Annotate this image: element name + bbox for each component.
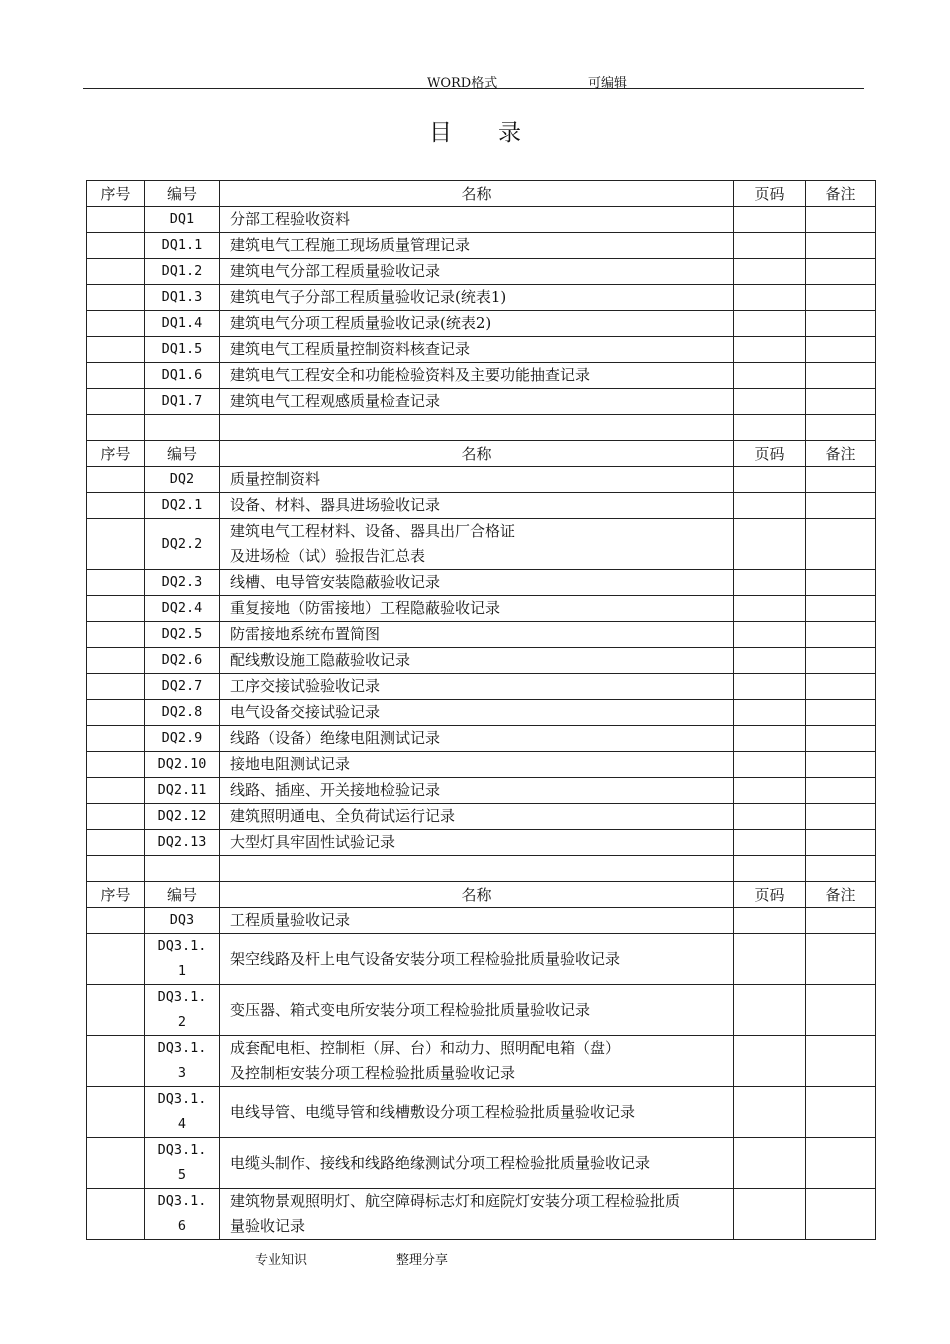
table-row <box>87 389 876 415</box>
code-cell <box>145 337 220 363</box>
code-cell <box>145 311 220 337</box>
code-cell <box>145 778 220 804</box>
name-line: 配线敷设施工隐蔽验收记录 <box>230 651 411 669</box>
page-cell <box>734 726 806 752</box>
table-row <box>87 596 876 622</box>
code-cell <box>145 648 220 674</box>
name-cell <box>220 363 734 389</box>
name-line: 变压器、箱式变电所安装分项工程检验批质量验收记录 <box>230 1000 591 1019</box>
name-header: 名称 <box>220 441 734 467</box>
note-cell <box>806 415 876 441</box>
code-cell <box>145 1036 220 1087</box>
name-line: 质量控制资料 <box>230 470 321 488</box>
code-line: DQ1.7 <box>161 393 203 409</box>
note-cell <box>806 1087 876 1138</box>
table-header-row <box>87 441 876 467</box>
blank-row <box>87 415 876 441</box>
name-header: 名称 <box>220 181 734 207</box>
page-cell <box>734 233 806 259</box>
seq-cell <box>87 1087 145 1138</box>
code-line: DQ3.1. <box>157 1142 207 1158</box>
note-cell <box>806 1036 876 1087</box>
name-cell <box>220 778 734 804</box>
name-line: 设备、材料、器具进场验收记录 <box>230 496 441 514</box>
table-row <box>87 207 876 233</box>
name-line: 线槽、电导管安装隐蔽验收记录 <box>230 573 441 591</box>
page-cell <box>734 415 806 441</box>
note-cell <box>806 1138 876 1189</box>
page-cell <box>734 934 806 985</box>
code-line: DQ2.2 <box>161 535 203 552</box>
name-line: 建筑电气分项工程质量验收记录(统表2) <box>230 314 492 332</box>
footer-right-label: 整理分享 <box>396 1253 449 1268</box>
page-cell <box>734 1138 806 1189</box>
note-cell <box>806 519 876 570</box>
code-line: DQ2 <box>169 471 195 487</box>
note-cell <box>806 700 876 726</box>
note-cell <box>806 596 876 622</box>
code-line: DQ2.8 <box>161 704 203 720</box>
code-line: DQ2.9 <box>161 730 203 746</box>
code-header: 编号 <box>145 441 220 467</box>
code-cell <box>145 700 220 726</box>
code-cell <box>145 804 220 830</box>
page-cell <box>734 830 806 856</box>
seq-cell <box>87 1138 145 1189</box>
name-cell <box>220 207 734 233</box>
name-cell <box>220 1189 734 1240</box>
code-line: DQ3.1. <box>157 938 207 954</box>
note-cell <box>806 233 876 259</box>
code-cell <box>145 259 220 285</box>
name-cell <box>220 830 734 856</box>
page-cell <box>734 570 806 596</box>
note-cell <box>806 752 876 778</box>
code-cell <box>145 363 220 389</box>
seq-cell <box>87 259 145 285</box>
page-cell <box>734 908 806 934</box>
name-line: 线路、插座、开关接地检验记录 <box>230 781 441 799</box>
code-line: DQ1 <box>169 211 195 227</box>
name-cell <box>220 674 734 700</box>
table-row <box>87 1087 876 1138</box>
name-line: 建筑照明通电、全负荷试运行记录 <box>230 807 456 825</box>
seq-cell <box>87 726 145 752</box>
name-cell <box>220 622 734 648</box>
seq-cell <box>87 207 145 233</box>
code-cell <box>145 622 220 648</box>
code-line: DQ1.3 <box>161 289 203 305</box>
name-line: 建筑电气工程材料、设备、器具出厂合格证 <box>230 522 516 540</box>
name-line: 建筑电气子分部工程质量验收记录(统表1) <box>230 288 507 306</box>
page-cell <box>734 493 806 519</box>
seq-cell <box>87 570 145 596</box>
seq-header: 序号 <box>87 181 145 207</box>
table-row <box>87 830 876 856</box>
code-line: DQ3 <box>169 912 195 928</box>
code-cell <box>145 493 220 519</box>
name-cell <box>220 1036 734 1087</box>
note-cell <box>806 648 876 674</box>
name-cell <box>220 285 734 311</box>
seq-cell <box>87 700 145 726</box>
name-line: 建筑电气工程安全和功能检验资料及主要功能抽查记录 <box>230 366 591 384</box>
page-cell <box>734 519 806 570</box>
name-cell <box>220 856 734 882</box>
table-row <box>87 285 876 311</box>
page-cell <box>734 648 806 674</box>
code-cell <box>145 674 220 700</box>
code-line: DQ1.4 <box>161 315 203 331</box>
code-line: DQ1.1 <box>161 237 203 253</box>
name-cell <box>220 726 734 752</box>
page-header: 页码 <box>734 441 806 467</box>
page-cell <box>734 311 806 337</box>
code-line: 1 <box>177 963 187 979</box>
name-cell <box>220 700 734 726</box>
page-cell <box>734 804 806 830</box>
name-line: 防雷接地系统布置简图 <box>230 625 381 643</box>
name-cell <box>220 389 734 415</box>
name-line: 建筑电气工程施工现场质量管理记录 <box>230 236 471 254</box>
name-cell <box>220 804 734 830</box>
code-line: DQ2.6 <box>161 652 203 668</box>
name-header: 名称 <box>220 882 734 908</box>
note-cell <box>806 363 876 389</box>
table-row <box>87 519 876 570</box>
code-line: 4 <box>177 1116 187 1132</box>
table-row <box>87 259 876 285</box>
note-header: 备注 <box>806 441 876 467</box>
seq-cell <box>87 778 145 804</box>
page-header: 页码 <box>734 882 806 908</box>
code-cell <box>145 856 220 882</box>
note-cell <box>806 389 876 415</box>
page-cell <box>734 389 806 415</box>
page-cell <box>734 467 806 493</box>
code-cell <box>145 752 220 778</box>
code-line: DQ1.6 <box>161 367 203 383</box>
table-row <box>87 570 876 596</box>
name-cell <box>220 415 734 441</box>
code-line: DQ2.3 <box>161 574 203 590</box>
note-cell <box>806 570 876 596</box>
table-row <box>87 648 876 674</box>
code-line: 6 <box>177 1218 187 1234</box>
code-cell <box>145 908 220 934</box>
code-line: 2 <box>177 1014 187 1030</box>
seq-cell <box>87 311 145 337</box>
name-cell <box>220 1138 734 1189</box>
header-format-label: WORD格式 <box>427 76 498 91</box>
page-cell <box>734 596 806 622</box>
page-cell <box>734 622 806 648</box>
name-cell <box>220 233 734 259</box>
table-row <box>87 908 876 934</box>
page-cell <box>734 259 806 285</box>
page-cell <box>734 856 806 882</box>
table-row <box>87 778 876 804</box>
name-cell <box>220 1087 734 1138</box>
seq-cell <box>87 493 145 519</box>
table-row <box>87 467 876 493</box>
table-row <box>87 233 876 259</box>
code-cell <box>145 389 220 415</box>
code-line: DQ3.1. <box>157 1040 207 1056</box>
name-line: 电气设备交接试验记录 <box>230 703 381 721</box>
page-cell <box>734 1087 806 1138</box>
note-cell <box>806 726 876 752</box>
code-line: DQ1.5 <box>161 341 203 357</box>
name-cell <box>220 908 734 934</box>
note-cell <box>806 908 876 934</box>
page-cell <box>734 207 806 233</box>
note-cell <box>806 778 876 804</box>
seq-cell <box>87 467 145 493</box>
name-cell <box>220 493 734 519</box>
name-cell <box>220 570 734 596</box>
page-cell <box>734 700 806 726</box>
code-line: 3 <box>177 1065 187 1081</box>
code-line: DQ2.13 <box>157 834 207 850</box>
name-line: 量验收记录 <box>230 1217 306 1235</box>
name-line: 线路（设备）绝缘电阻测试记录 <box>230 729 441 747</box>
page-cell <box>734 285 806 311</box>
code-line: DQ2.5 <box>161 626 203 642</box>
name-cell <box>220 934 734 985</box>
code-line: DQ2.11 <box>157 782 207 798</box>
note-cell <box>806 622 876 648</box>
name-line: 及控制柜安装分项工程检验批质量验收记录 <box>230 1064 516 1082</box>
code-cell <box>145 285 220 311</box>
note-cell <box>806 493 876 519</box>
code-line: DQ2.4 <box>161 600 203 616</box>
name-cell <box>220 596 734 622</box>
note-header: 备注 <box>806 882 876 908</box>
table-header-row <box>87 882 876 908</box>
note-cell <box>806 311 876 337</box>
code-line: DQ1.2 <box>161 263 203 279</box>
page-cell <box>734 363 806 389</box>
code-cell <box>145 519 220 570</box>
table-row <box>87 804 876 830</box>
seq-cell <box>87 804 145 830</box>
name-line: 建筑电气分部工程质量验收记录 <box>230 262 441 280</box>
table-row <box>87 363 876 389</box>
footer-left-label: 专业知识 <box>255 1253 308 1268</box>
toc-table <box>86 180 876 1240</box>
table-row <box>87 674 876 700</box>
seq-cell <box>87 596 145 622</box>
blank-row <box>87 856 876 882</box>
code-line: DQ2.10 <box>157 756 207 772</box>
name-line: 建筑物景观照明灯、航空障碍标志灯和庭院灯安装分项工程检验批质 <box>230 1192 681 1210</box>
seq-cell <box>87 985 145 1036</box>
page-cell <box>734 752 806 778</box>
note-cell <box>806 1189 876 1240</box>
seq-cell <box>87 285 145 311</box>
note-cell <box>806 207 876 233</box>
note-cell <box>806 934 876 985</box>
name-cell <box>220 311 734 337</box>
table-row <box>87 1036 876 1087</box>
code-line: DQ3.1. <box>157 989 207 1005</box>
code-line: DQ3.1. <box>157 1193 207 1209</box>
seq-cell <box>87 337 145 363</box>
name-line: 重复接地（防雷接地）工程隐蔽验收记录 <box>230 599 501 617</box>
name-line: 电缆头制作、接线和线路绝缘测试分项工程检验批质量验收记录 <box>230 1153 651 1172</box>
code-cell <box>145 985 220 1036</box>
code-line: DQ3.1. <box>157 1091 207 1107</box>
name-line: 分部工程验收资料 <box>230 210 351 228</box>
note-cell <box>806 259 876 285</box>
code-cell <box>145 1189 220 1240</box>
name-cell <box>220 985 734 1036</box>
page-title: 目录 <box>429 120 567 146</box>
table-header-row <box>87 181 876 207</box>
name-line: 建筑电气工程质量控制资料核查记录 <box>230 340 471 358</box>
seq-cell <box>87 233 145 259</box>
code-line: DQ2.7 <box>161 678 203 694</box>
code-cell <box>145 596 220 622</box>
seq-cell <box>87 830 145 856</box>
table-row <box>87 337 876 363</box>
name-line: 架空线路及杆上电气设备安装分项工程检验批质量验收记录 <box>230 949 621 968</box>
table-row <box>87 752 876 778</box>
code-cell <box>145 467 220 493</box>
code-header: 编号 <box>145 181 220 207</box>
seq-cell <box>87 934 145 985</box>
seq-cell <box>87 1036 145 1087</box>
table-row <box>87 1138 876 1189</box>
name-cell <box>220 259 734 285</box>
toc-body <box>87 181 876 1240</box>
note-cell <box>806 856 876 882</box>
name-line: 接地电阻测试记录 <box>230 755 351 773</box>
name-cell <box>220 337 734 363</box>
seq-cell <box>87 648 145 674</box>
page-cell <box>734 778 806 804</box>
note-cell <box>806 830 876 856</box>
table-row <box>87 1189 876 1240</box>
page-cell <box>734 1189 806 1240</box>
code-cell <box>145 830 220 856</box>
table-row <box>87 985 876 1036</box>
table-row <box>87 934 876 985</box>
note-cell <box>806 467 876 493</box>
page-cell <box>734 674 806 700</box>
seq-header: 序号 <box>87 882 145 908</box>
code-line: 5 <box>177 1167 187 1183</box>
code-cell <box>145 1087 220 1138</box>
note-cell <box>806 674 876 700</box>
seq-cell <box>87 674 145 700</box>
seq-cell <box>87 389 145 415</box>
table-row <box>87 311 876 337</box>
code-line: DQ2.12 <box>157 808 207 824</box>
code-cell <box>145 1138 220 1189</box>
page-cell <box>734 1036 806 1087</box>
code-cell <box>145 934 220 985</box>
table-row <box>87 726 876 752</box>
seq-cell <box>87 908 145 934</box>
code-cell <box>145 207 220 233</box>
seq-cell <box>87 1189 145 1240</box>
name-cell <box>220 467 734 493</box>
table-row <box>87 622 876 648</box>
page-header: 页码 <box>734 181 806 207</box>
name-cell <box>220 752 734 778</box>
note-header: 备注 <box>806 181 876 207</box>
page-cell <box>734 337 806 363</box>
code-cell <box>145 726 220 752</box>
seq-header: 序号 <box>87 441 145 467</box>
code-line: DQ2.1 <box>161 497 203 513</box>
seq-cell <box>87 363 145 389</box>
name-cell <box>220 519 734 570</box>
note-cell <box>806 285 876 311</box>
note-cell <box>806 337 876 363</box>
name-line: 工程质量验收记录 <box>230 911 351 929</box>
name-line: 大型灯具牢固性试验记录 <box>230 833 396 851</box>
page-cell <box>734 985 806 1036</box>
code-cell <box>145 233 220 259</box>
note-cell <box>806 804 876 830</box>
code-header: 编号 <box>145 882 220 908</box>
table-row <box>87 493 876 519</box>
seq-cell <box>87 856 145 882</box>
name-line: 电线导管、电缆导管和线槽敷设分项工程检验批质量验收记录 <box>230 1102 636 1121</box>
code-cell <box>145 570 220 596</box>
name-cell <box>220 648 734 674</box>
header-editable-label: 可编辑 <box>588 76 628 91</box>
name-line: 成套配电柜、控制柜（屏、台）和动力、照明配电箱（盘） <box>230 1039 621 1057</box>
name-line: 建筑电气工程观感质量检查记录 <box>230 392 441 410</box>
seq-cell <box>87 752 145 778</box>
seq-cell <box>87 622 145 648</box>
table-row <box>87 700 876 726</box>
name-line: 工序交接试验验收记录 <box>230 677 381 695</box>
seq-cell <box>87 519 145 570</box>
code-cell <box>145 415 220 441</box>
name-line: 及进场检（试）验报告汇总表 <box>230 547 426 565</box>
seq-cell <box>87 415 145 441</box>
note-cell <box>806 985 876 1036</box>
